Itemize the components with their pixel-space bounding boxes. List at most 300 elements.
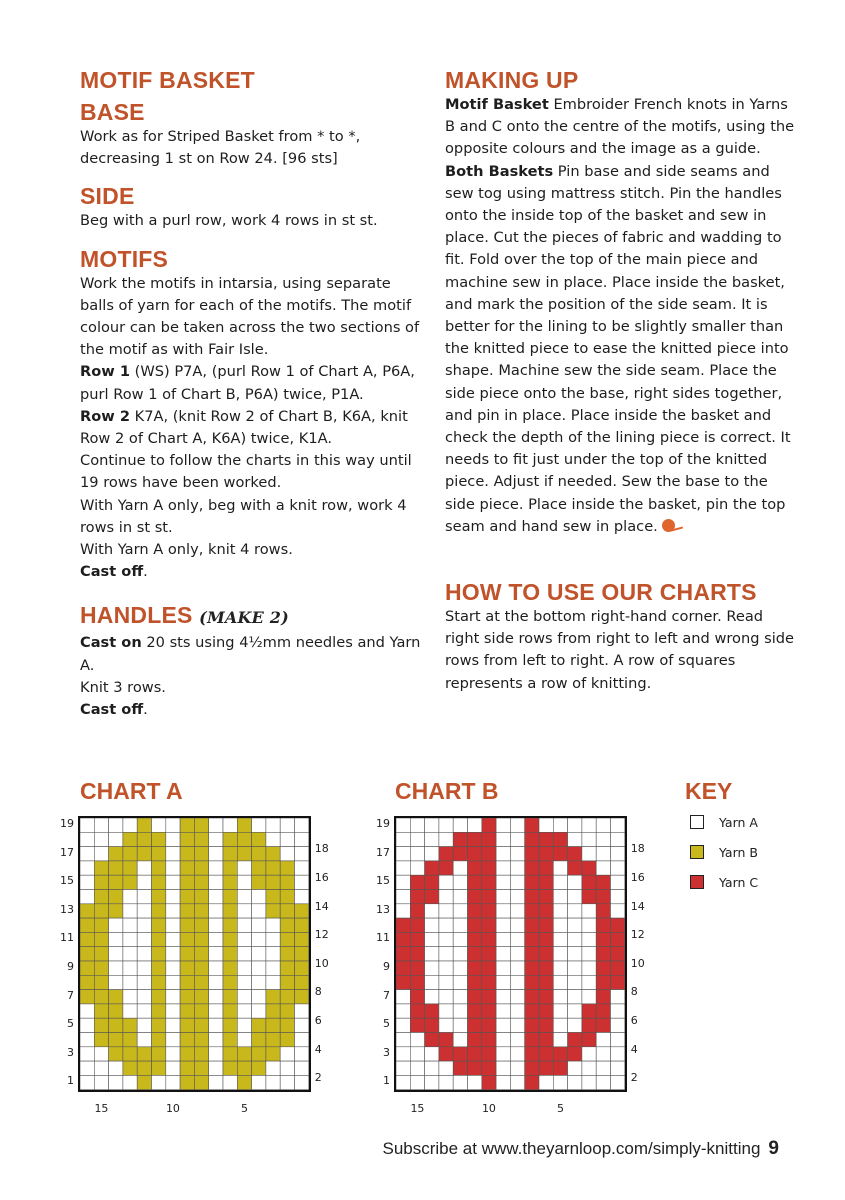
- chart-a-cell: [137, 1018, 151, 1032]
- chart-b-axis-right-label: 6: [630, 1013, 638, 1027]
- chart-a-title: CHART A: [80, 778, 183, 804]
- chart-a-cell: [137, 961, 151, 975]
- chart-b-cell: [468, 890, 482, 904]
- chart-b-cell: [468, 1033, 482, 1047]
- chart-b-cell: [525, 961, 539, 975]
- chart-b-cell: [525, 1075, 539, 1089]
- chart-a-axis-left-label: 15: [60, 874, 74, 888]
- chart-b-cell: [453, 818, 467, 832]
- chart-b-cell: [539, 990, 553, 1004]
- chart-a-cell: [109, 832, 123, 846]
- chart-b-cell: [568, 818, 582, 832]
- chart-a-axis-bottom-label: 15: [94, 1101, 109, 1115]
- chart-b-cell: [539, 890, 553, 904]
- chart-a-cell: [223, 1075, 237, 1089]
- chart-a-cell: [94, 904, 108, 918]
- chart-a-cell: [109, 1018, 123, 1032]
- chart-b-cell: [396, 1075, 410, 1089]
- chart-b-cell: [568, 832, 582, 846]
- chart-a-cell: [123, 961, 137, 975]
- chart-b-cell: [468, 1061, 482, 1075]
- chart-b-cell: [496, 932, 510, 946]
- chart-b-axis-left-label: 7: [383, 988, 390, 1002]
- chart-a-cell: [295, 932, 309, 946]
- chart-b-cell: [453, 918, 467, 932]
- chart-a-cell: [80, 1018, 94, 1032]
- chart-b-cell: [496, 975, 510, 989]
- chart-a-cell: [194, 947, 208, 961]
- chart-b-cell: [425, 832, 439, 846]
- chart-a-axis-right-label: 10: [314, 956, 329, 970]
- chart-a-cell: [252, 1018, 266, 1032]
- chart-a-cell: [194, 1075, 208, 1089]
- chart-b-cell: [582, 918, 596, 932]
- row2-text: K7A, (knit Row 2 of Chart B, K6A, knit Row 2 of Chart A, K6A) twice, K1A.: [80, 407, 408, 448]
- chart-a-cell: [194, 1047, 208, 1061]
- chart-b-cell: [596, 961, 610, 975]
- chart-b-cell: [510, 990, 524, 1004]
- chart-a-cell: [137, 932, 151, 946]
- chart-b-cell: [468, 875, 482, 889]
- chart-b-cell: [482, 1061, 496, 1075]
- chart-a-cell: [209, 918, 223, 932]
- chart-b-cell: [425, 861, 439, 875]
- chart-a-cell: [152, 861, 166, 875]
- chart-a-cell: [152, 1018, 166, 1032]
- chart-b-axis-right-label: 18: [630, 842, 645, 856]
- chart-b-cell: [611, 990, 625, 1004]
- chart-b-cell: [396, 1061, 410, 1075]
- chart-a-cell: [109, 847, 123, 861]
- chart-a-cell: [180, 818, 194, 832]
- chart-a-cell: [123, 947, 137, 961]
- chart-b-cell: [410, 975, 424, 989]
- motif-basket-text: Embroider French knots in Yarns B and C onto the centre of the motifs, using the opposite colours and the image as a guide.: [445, 96, 795, 158]
- chart-b-axis-left-label: 9: [383, 960, 390, 973]
- row1-paragraph: [80, 361, 425, 405]
- chart-a-cell: [109, 1004, 123, 1018]
- chart-a-axis-right-label: 2: [314, 1071, 322, 1085]
- chart-b-cell: [582, 1018, 596, 1032]
- chart-a-cell: [223, 875, 237, 889]
- chart-b-cell: [453, 961, 467, 975]
- chart-a-cell: [209, 932, 223, 946]
- chart-b-cell: [396, 818, 410, 832]
- chart-a-cell: [80, 1047, 94, 1061]
- chart-b-cell: [453, 932, 467, 946]
- chart-b-cell: [496, 1033, 510, 1047]
- chart-b-cell: [482, 975, 496, 989]
- handles-heading: [80, 601, 425, 632]
- chart-b-cell: [539, 918, 553, 932]
- chart-a-cell: [266, 847, 280, 861]
- chart-a-cell: [180, 1033, 194, 1047]
- chart-a-cell: [123, 890, 137, 904]
- chart-b-cell: [439, 990, 453, 1004]
- chart-a-cell: [194, 1018, 208, 1032]
- chart-b-cell: [453, 990, 467, 1004]
- chart-a-cell: [166, 947, 180, 961]
- chart-b-cell: [439, 861, 453, 875]
- chart-a-cell: [237, 861, 251, 875]
- chart-b-cell: [482, 832, 496, 846]
- chart-b-cell: [596, 1047, 610, 1061]
- chart-a-cell: [280, 832, 294, 846]
- chart-a-cell: [252, 904, 266, 918]
- cast-off-paragraph-2: Cast off.: [80, 701, 148, 719]
- chart-a-cell: [109, 947, 123, 961]
- chart-b-cell: [510, 861, 524, 875]
- chart-a-axis-left-label: 11: [60, 931, 74, 945]
- chart-b-cell: [611, 1075, 625, 1089]
- chart-a-cell: [237, 1033, 251, 1047]
- chart-b-cell: [425, 1075, 439, 1089]
- chart-b-cell: [568, 990, 582, 1004]
- chart-b-cell: [539, 1033, 553, 1047]
- chart-b-cell: [539, 904, 553, 918]
- chart-b-cell: [396, 932, 410, 946]
- chart-b-cell: [553, 818, 567, 832]
- chart-b-cell: [439, 947, 453, 961]
- chart-a-cell: [194, 975, 208, 989]
- continue-text: Continue to follow the charts in this way until 19 rows have been worked.: [80, 452, 412, 492]
- chart-a-cell: [223, 1047, 237, 1061]
- chart-a-cell: [180, 975, 194, 989]
- chart-b-cell: [468, 918, 482, 932]
- chart-a-cell: [166, 904, 180, 918]
- chart-a-cell: [266, 975, 280, 989]
- chart-a-axis-left-label: 3: [67, 1045, 74, 1059]
- chart-b-cell: [539, 818, 553, 832]
- chart-a-cell: [280, 975, 294, 989]
- chart-a-cell: [194, 1061, 208, 1075]
- chart-a-cell: [109, 1075, 123, 1089]
- chart-a-cell: [194, 961, 208, 975]
- chart-a-axis-left-label: 19: [60, 817, 74, 830]
- chart-b-title: CHART B: [395, 778, 499, 804]
- chart-b-cell: [525, 818, 539, 832]
- chart-a-cell: [266, 1004, 280, 1018]
- chart-a-cell: [80, 1061, 94, 1075]
- chart-b-axis-left-label: 13: [376, 902, 390, 916]
- chart-a-cell: [295, 904, 309, 918]
- chart-a-cell: [209, 818, 223, 832]
- chart-a-cell: [180, 947, 194, 961]
- chart-a-cell: [137, 904, 151, 918]
- chart-a-cell: [152, 875, 166, 889]
- chart-a-axis-left-label: 7: [67, 988, 74, 1002]
- key-swatch-yarn-a: [690, 815, 704, 829]
- motif-basket-paragraph: [445, 94, 795, 161]
- left-column: [80, 66, 425, 721]
- chart-a-cell: [80, 975, 94, 989]
- chart-b-cell: [468, 832, 482, 846]
- chart-b-cell: [553, 961, 567, 975]
- chart-b-cell: [439, 1018, 453, 1032]
- cast-on-paragraph: [80, 632, 425, 676]
- chart-a-cell: [252, 990, 266, 1004]
- chart-b-cell: [568, 861, 582, 875]
- chart-b-cell: [410, 1004, 424, 1018]
- chart-b-cell: [410, 875, 424, 889]
- chart-b-axis-left-label: 17: [376, 845, 390, 859]
- chart-a-cell: [94, 975, 108, 989]
- chart-a-cell: [137, 918, 151, 932]
- cast-on-text: 20 sts using 4½mm needles and Yarn A.: [80, 634, 421, 674]
- chart-b-cell: [468, 1004, 482, 1018]
- row2-paragraph: [80, 406, 425, 450]
- chart-a-cell: [237, 918, 251, 932]
- chart-b-cell: [396, 990, 410, 1004]
- chart-a-cell: [80, 847, 94, 861]
- chart-a-cell: [109, 932, 123, 946]
- chart-b-cell: [439, 1075, 453, 1089]
- chart-b-cell: [510, 832, 524, 846]
- chart-a-cell: [209, 1018, 223, 1032]
- chart-a-cell: [94, 947, 108, 961]
- chart-b-cell: [425, 818, 439, 832]
- chart-b-cell: [468, 932, 482, 946]
- chart-a-cell: [252, 847, 266, 861]
- chart-a-cell: [237, 947, 251, 961]
- chart-a-cell: [123, 918, 137, 932]
- chart-a-cell: [166, 847, 180, 861]
- chart-a-cell: [166, 932, 180, 946]
- chart-b-cell: [468, 975, 482, 989]
- chart-b-cell: [496, 1075, 510, 1089]
- chart-a-cell: [152, 1033, 166, 1047]
- chart-b-cell: [453, 1075, 467, 1089]
- chart-a-cell: [252, 818, 266, 832]
- chart-b-cell: [410, 890, 424, 904]
- chart-b-cell: [453, 875, 467, 889]
- chart-a-cell: [80, 1033, 94, 1047]
- chart-b-cell: [468, 1018, 482, 1032]
- yarn-ball-icon: [662, 519, 675, 532]
- chart-b-cell: [553, 975, 567, 989]
- chart-b-cell: [596, 990, 610, 1004]
- chart-a-cell: [80, 818, 94, 832]
- chart-b-cell: [582, 818, 596, 832]
- subscribe-text[interactable]: Subscribe at www.theyarnloop.com/simply-knitting: [382, 1139, 761, 1158]
- chart-b-cell: [596, 1075, 610, 1089]
- chart-a-cell: [194, 890, 208, 904]
- chart-b-cell: [482, 918, 496, 932]
- row1-label: Row 1: [80, 363, 130, 381]
- chart-b-cell: [596, 1033, 610, 1047]
- chart-b-cell: [525, 918, 539, 932]
- chart-b-cell: [596, 875, 610, 889]
- chart-a-cell: [280, 1075, 294, 1089]
- chart-b-cell: [582, 1033, 596, 1047]
- chart-b-cell: [525, 932, 539, 946]
- chart-b-cell: [582, 861, 596, 875]
- chart-b-cell: [525, 1004, 539, 1018]
- chart-a-cell: [166, 990, 180, 1004]
- chart-b-cell: [582, 832, 596, 846]
- chart-a-cell: [137, 832, 151, 846]
- chart-a-cell: [80, 861, 94, 875]
- chart-b-axis-right-label: 2: [630, 1071, 638, 1085]
- chart-a-cell: [180, 832, 194, 846]
- chart-a-cell: [209, 1075, 223, 1089]
- chart-a-cell: [252, 1061, 266, 1075]
- chart-a-cell: [152, 1075, 166, 1089]
- chart-a-axis-bottom-label: 10: [165, 1101, 180, 1115]
- chart-a-cell: [137, 1004, 151, 1018]
- chart-a-cell: [295, 1018, 309, 1032]
- chart-b-cell: [425, 904, 439, 918]
- chart-a-cell: [266, 875, 280, 889]
- chart-b-cell: [439, 890, 453, 904]
- chart-b-axis-left-label: 19: [376, 817, 390, 830]
- chart-a-cell: [94, 875, 108, 889]
- chart-a-cell: [180, 890, 194, 904]
- chart-a-cell: [223, 861, 237, 875]
- chart-b-cell: [510, 975, 524, 989]
- chart-a-cell: [194, 861, 208, 875]
- chart-a-cell: [137, 947, 151, 961]
- chart-a-cell: [252, 1004, 266, 1018]
- key-title: KEY: [685, 778, 733, 804]
- chart-b-cell: [396, 1047, 410, 1061]
- chart-a-cell: [109, 918, 123, 932]
- chart-b-cell: [539, 875, 553, 889]
- chart-b-cell: [510, 847, 524, 861]
- chart-a-cell: [209, 961, 223, 975]
- chart-b-axis-right-label: 8: [630, 985, 638, 999]
- chart-a-cell: [80, 961, 94, 975]
- chart-a-cell: [295, 847, 309, 861]
- chart-b-cell: [596, 832, 610, 846]
- row1-text: (WS) P7A, (purl Row 1 of Chart A, P6A, purl Row 1 of Chart B, P6A) twice, P1A.: [80, 363, 415, 403]
- chart-a-cell: [266, 1033, 280, 1047]
- chart-a-cell: [137, 818, 151, 832]
- chart-b-cell: [496, 904, 510, 918]
- chart-b-cell: [568, 890, 582, 904]
- chart-a-cell: [109, 990, 123, 1004]
- chart-b-cell: [525, 1047, 539, 1061]
- chart-a-cell: [280, 875, 294, 889]
- chart-b-cell: [582, 1004, 596, 1018]
- chart-b-cell: [396, 890, 410, 904]
- chart-b-cell: [496, 875, 510, 889]
- chart-b-cell: [611, 1004, 625, 1018]
- chart-b-cell: [525, 890, 539, 904]
- chart-b-cell: [510, 818, 524, 832]
- chart-a-cell: [109, 1061, 123, 1075]
- motif-basket-label: Motif Basket: [445, 96, 549, 113]
- chart-a-cell: [223, 1018, 237, 1032]
- chart-b-cell: [453, 1033, 467, 1047]
- chart-b-axis-left-label: 15: [376, 874, 390, 888]
- chart-a-cell: [123, 1033, 137, 1047]
- chart-b-cell: [553, 1061, 567, 1075]
- chart-b-cell: [396, 1018, 410, 1032]
- base-text: Work as for Striped Basket from * to *, decreasing 1 st on Row 24. [96 sts]: [80, 128, 361, 168]
- chart-a-cell: [180, 1047, 194, 1061]
- chart-a-cell: [137, 1075, 151, 1089]
- chart-b-cell: [410, 1033, 424, 1047]
- chart-b-cell: [568, 918, 582, 932]
- chart-a-cell: [280, 1033, 294, 1047]
- chart-a-cell: [180, 861, 194, 875]
- chart-b-cell: [396, 847, 410, 861]
- chart-a-cell: [180, 918, 194, 932]
- chart-a-cell: [80, 904, 94, 918]
- chart-a-cell: [166, 1075, 180, 1089]
- chart-a-cell: [152, 832, 166, 846]
- chart-a-cell: [94, 818, 108, 832]
- chart-b-cell: [396, 861, 410, 875]
- chart-a-cell: [237, 975, 251, 989]
- chart-a-cell: [94, 1061, 108, 1075]
- chart-b-cell: [539, 932, 553, 946]
- chart-a-cell: [80, 1075, 94, 1089]
- chart-b-cell: [468, 861, 482, 875]
- chart-b-cell: [553, 932, 567, 946]
- chart-a-cell: [152, 847, 166, 861]
- chart-b-cell: [553, 904, 567, 918]
- chart-b-cell: [510, 918, 524, 932]
- chart-a-cell: [137, 975, 151, 989]
- chart-a-cell: [80, 990, 94, 1004]
- key-swatch-yarn-c: [690, 875, 704, 889]
- chart-a-cell: [237, 818, 251, 832]
- chart-b-cell: [582, 1075, 596, 1089]
- chart-b-cell: [482, 904, 496, 918]
- chart-a-axis-left-label: 13: [60, 902, 74, 916]
- chart-b-cell: [596, 1018, 610, 1032]
- chart-b-grid: [394, 816, 627, 1092]
- chart-b-cell: [525, 861, 539, 875]
- chart-a-cell: [166, 918, 180, 932]
- chart-a-cell: [280, 1004, 294, 1018]
- chart-b-cell: [596, 861, 610, 875]
- chart-b-cell: [582, 932, 596, 946]
- chart-b-cell: [453, 1047, 467, 1061]
- chart-a-cell: [209, 1061, 223, 1075]
- chart-a-cell: [166, 832, 180, 846]
- chart-b-axis-right-label: 10: [630, 956, 645, 970]
- key-label-yarn-b: Yarn B: [719, 845, 758, 860]
- chart-a-cell: [252, 1075, 266, 1089]
- chart-a-cell: [280, 1047, 294, 1061]
- chart-a-cell: [123, 1018, 137, 1032]
- chart-a-cell: [223, 818, 237, 832]
- chart-a-cell: [209, 1033, 223, 1047]
- chart-b-cell: [396, 1033, 410, 1047]
- chart-a-cell: [152, 932, 166, 946]
- chart-a-cell: [166, 890, 180, 904]
- chart-a-cell: [166, 961, 180, 975]
- chart-a-cell: [266, 890, 280, 904]
- chart-b-cell: [568, 947, 582, 961]
- chart-b-cell: [482, 890, 496, 904]
- chart-b-cell: [611, 890, 625, 904]
- chart-a-cell: [94, 918, 108, 932]
- chart-a-cell: [137, 1047, 151, 1061]
- chart-b-cell: [611, 975, 625, 989]
- chart-b-cell: [410, 832, 424, 846]
- chart-b-axis-left-label: 1: [383, 1074, 390, 1088]
- chart-a-cell: [209, 861, 223, 875]
- chart-a-cell: [266, 1047, 280, 1061]
- making-up-heading: MAKING UP: [445, 67, 579, 93]
- chart-b-cell: [410, 1018, 424, 1032]
- chart-a-cell: [137, 1061, 151, 1075]
- chart-b-cell: [496, 918, 510, 932]
